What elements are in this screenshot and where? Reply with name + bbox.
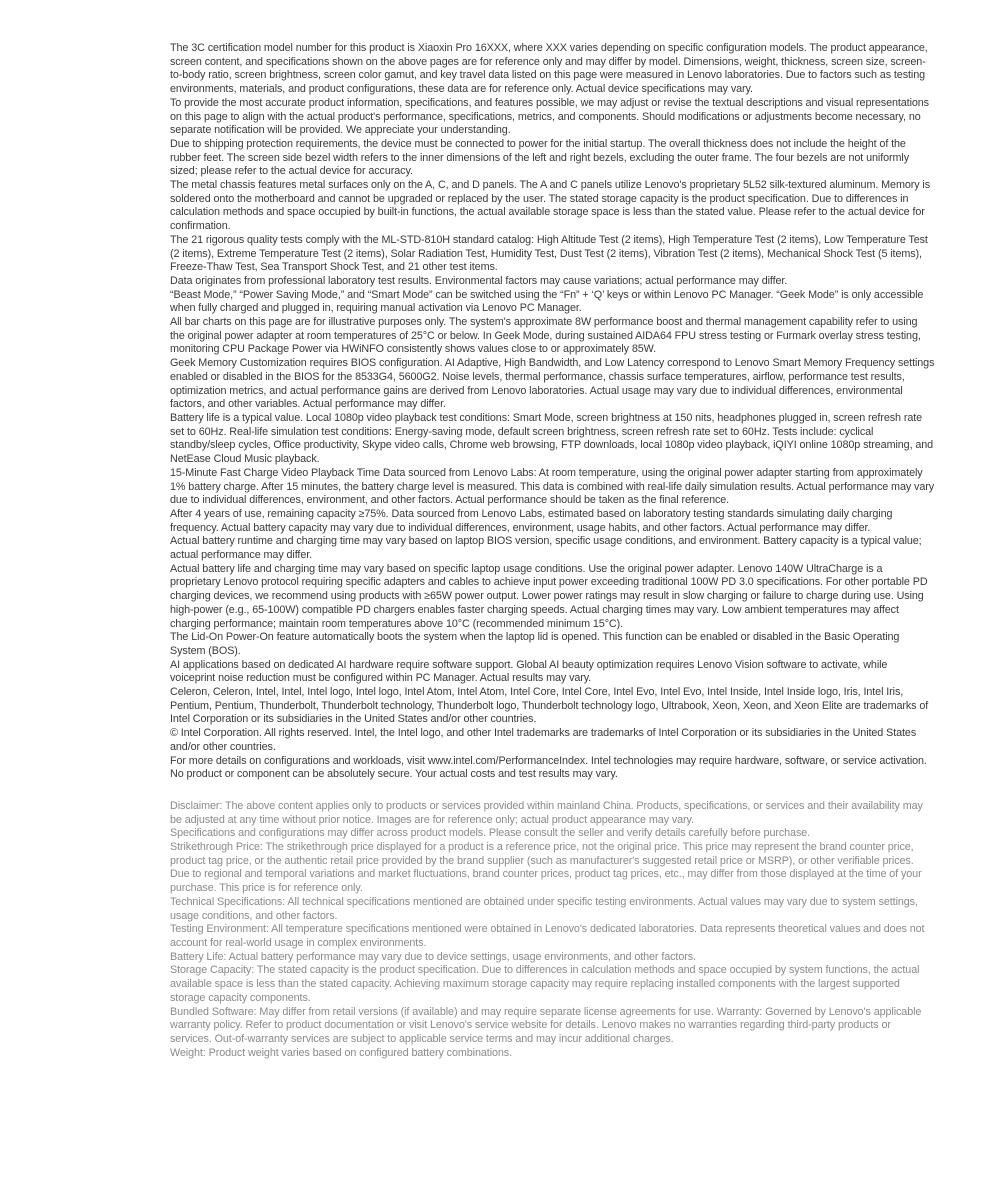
note-performance-modes: “Beast Mode,” “Power Saving Mode,” and “Smart Mode” can be switched using the “Fn” + ‘Q’ keys or within Lenovo PC Manager. “Geek Mode” is only accessible when fully charged and plugged in, requiring manual activation via Lenovo PC Manager. xyxy=(170,288,924,315)
note-battery-runtime: Actual battery runtime and charging time may vary based on laptop BIOS version, specific usage conditions, and environment. Battery capacity is a typical value; actual performance may differ. xyxy=(170,535,922,562)
note-geek-memory: Geek Memory Customization requires BIOS configuration. AI Adaptive, High Bandwidth, and Low Latency correspond to Lenovo Smart Memory Frequency settings enabled or disabled in the BIOS for the 8533G4, 5600G2. Noise levels, thermal performance, chassis surface temperatures, airflow, performance test results, optimization metrics, and actual performance gains are derived from Lenovo laboratories. Actual usage may vary due to individual differences, environmental factors, and other variables. Actual performance may differ. xyxy=(170,357,935,411)
note-shipping-protection: Due to shipping protection requirements, the device must be connected to power for the initial startup. The overall thickness does not include the height of the rubber feet. The screen side bezel width refers to the inner dimensions of the left and right bezels, excluding the outer frame. The four bezels are not uniformly sized; please refer to the actual device for accuracy. xyxy=(170,137,909,178)
disclaimer-strikethrough-price: Strikethrough Price: The strikethrough price displayed for a product is a reference price, not the original price. This price may represent the brand counter price, product tag price, or the authentic retail price provided by the brand supplier (such as manufacturer's suggested retail price or MSRP), or other verifiable prices. Due to regional and temporal variations and market fluctuations, brand counter prices, product tag prices, etc., may differ from those displayed at the time of your purchase. This price is for reference only. xyxy=(170,841,922,895)
disclaimer-storage-capacity: Storage Capacity: The stated capacity is the product specification. Due to differences in calculation methods and space occupied by system functions, the actual available space is less than the stated capacity. Achieving maximum storage capacity may require replacing installed components with the largest supported storage capacity components. xyxy=(170,964,920,1004)
note-lab-data: Data originates from professional laboratory test results. Environmental factors may cause variations; actual performance may differ. xyxy=(170,274,788,287)
note-battery-life: Battery life is a typical value. Local 1080p video playback test conditions: Smart Mode, screen brightness at 150 nits, headphones plugged in, screen refresh rate set to 60Hz. Real-life simulation test conditions: Energy-saving mode, default screen brightness, screen refresh rate set to 60Hz. Tests include: cyclical standby/sleep cycles, Office productivity, Skype video calls, Chrome web browsing, FTP downloads, local 1080p video playback, iQIYI online 1080p streaming, and NetEase Cloud Music playback. xyxy=(170,411,934,466)
disclaimer-bundled-software: Bundled Software: May differ from retail versions (if available) and may require separate license agreements for use. Warranty: Governed by Lenovo's applicable warranty policy. Refer to product documentation or visit Lenovo's service website for details. Lenovo makes no warranties regarding third-party products or services. Out-of-warranty services are subject to applicable service terms and may incur additional charges. xyxy=(170,1005,922,1045)
disclaimer-section xyxy=(170,800,935,1060)
note-charging: Actual battery life and charging time may vary based on specific laptop usage conditions. Use the original power adapter. Lenovo 140W UltraCharge is a proprietary Lenovo protocol requiring specific adapters and cables to achieve input power exceeding traditional 100W PD 3.0 specifications. For other portable PD charging devices, we recommend using products with ≥65W power output. Lower power ratings may result in slow charging or failure to charge during use. Using high-power (e.g., 65-100W) compatible PD chargers enables faster charging speeds. Actual charging times may vary. Low ambient temperatures may affect charging performance; maintain room temperatures above 10°C (recommended minimum 15°C). xyxy=(170,562,928,630)
note-metal-chassis: The metal chassis features metal surfaces only on the A, C, and D panels. The A and C panels utilize Lenovo's proprietary 5L52 silk-textured aluminum. Memory is soldered onto the motherboard and cannot be upgraded or replaced by the user. The stated storage capacity is the product specification. Due to differences in calculation methods and space occupied by built-in functions, the actual available storage space is less than the stated value. Please refer to the actual device for confirmation. xyxy=(170,179,931,233)
disclaimer-battery-life: Battery Life: Actual battery performance may vary due to device settings, usage environments, and other factors. xyxy=(170,950,696,963)
note-lid-power-on: The Lid-On Power-On feature automatically boots the system when the laptop lid is opened. This function can be enabled or disabled in the Basic Operating System (BOS). xyxy=(170,631,900,657)
disclaimer-general: Disclaimer: The above content applies only to products or services provided within mainland China. Products, specifications, or services and their availability may be adjusted at any time without prior notice. Images are for reference only; actual product appearance may vary. xyxy=(170,799,923,826)
note-quality-tests: The 21 rigorous quality tests comply with the ML-STD-810H standard catalog: High Altitude Test (2 items), High Temperature Test (2 items), Low Temperature Test (2 items), Extreme Temperature Test (2 items), Solar Radiation Test, Humidity Test, Dust Test (2 items), Vibration Test (2 items), Mechanical Shock Test (5 items), Freeze-Thaw Test, Sea Transport Shock Test, and 21 other test items. xyxy=(170,233,928,274)
disclaimer-specifications: Specifications and configurations may differ across product models. Please consult the seller and verify details carefully before purchase. xyxy=(170,827,811,840)
note-3c-certification: The 3C certification model number for this product is Xiaoxin Pro 16XXX, where XXX varies depending on specific configuration models. The product appearance, screen content, and specifications shown on the above pages are for reference only and may differ by model. Dimensions, weight, thickness, screen size, screen-to-body ratio, screen brightness, screen color gamut, and key travel data listed on this page were measured in Lenovo laboratories. Due to factors such as testing environments, materials, and product configurations, these data are for reference only. Actual device specifications may vary. xyxy=(170,42,928,96)
disclaimer-technical-specifications: Technical Specifications: All technical specifications mentioned are obtained under specific testing environments. Actual values may vary due to system settings, usage conditions, and other factors. xyxy=(170,895,918,922)
note-intel-trademarks: Celeron, Celeron, Intel, Intel, Intel logo, Intel logo, Intel Atom, Intel Atom, Intel Core, Intel Core, Intel Evo, Intel Evo, Intel Inside, Intel Inside logo, Iris, Intel Iris, Pentium, Pentium, Thunderbolt, Thunderbolt technology, Thunderbolt logo, Thunderbolt technology logo, Ultrabook, Xeon, Xeon, and Xeon Elite are trademarks of Intel Corporation or its subsidiaries in the United States and/or other countries. xyxy=(170,686,929,726)
note-intel-copyright: © Intel Corporation. All rights reserved. Intel, the Intel logo, and other Intel trademarks are trademarks of Intel Corporation or its subsidiaries in the United States and/or other countries. xyxy=(170,727,917,753)
product-notes-section xyxy=(170,42,935,782)
disclaimer-testing-environment: Testing Environment: All temperature specifications mentioned were obtained in Lenovo's dedicated laboratories. Data represents theoretical values and does not account for real-world usage in complex environments. xyxy=(170,923,925,949)
note-ai-applications: AI applications based on dedicated AI hardware require software support. Global AI beauty optimization requires Lenovo Vision software to activate, while voiceprint noise reduction must be configured within PC Manager. Actual results may vary. xyxy=(170,658,888,685)
disclaimer-weight: Weight: Product weight varies based on configured battery combinations. xyxy=(170,1046,512,1059)
legal-footnotes xyxy=(170,42,935,1060)
note-intel-performance-index: For more details on configurations and workloads, visit www.intel.com/PerformanceIndex. Intel technologies may require hardware, software, or service activation. No product or component can be absolutely secure. Your actual costs and test results may vary. xyxy=(170,754,927,781)
note-bar-charts: All bar charts on this page are for illustrative purposes only. The system's approximate 8W performance boost and thermal management capability refer to using the original power adapter at room temperatures of 25°C or below. In Geek Mode, during sustained AIDA64 FPU stress testing or Furmark overlay stress testing, monitoring CPU Package Power via HWiNFO consistently shows values close to or approximately 85W. xyxy=(170,316,921,356)
note-fast-charge: 15-Minute Fast Charge Video Playback Time Data sourced from Lenovo Labs: At room temperature, using the original power adapter starting from approximately 1% battery charge. After 15 minutes, the battery charge level is measured. This data is combined with real-life daily simulation results. Actual performance may vary due to individual differences, environment, and other factors. Actual performance should be taken as the final reference. xyxy=(170,466,935,507)
note-battery-capacity-retention: After 4 years of use, remaining capacity ≥75%. Data sourced from Lenovo Labs, estimated based on laboratory testing standards simulating daily charging frequency. Actual battery capacity may vary due to individual differences, environment, usage habits, and other factors. Actual performance may differ. xyxy=(170,507,893,534)
note-information-accuracy: To provide the most accurate product information, specifications, and features possible, we may adjust or revise the textual descriptions and visual representations on this page to align with the actual product's performance, specifications, metrics, and components. Should modifications or adjustments become necessary, no separate notification will be provided. We appreciate your understanding. xyxy=(170,96,929,137)
